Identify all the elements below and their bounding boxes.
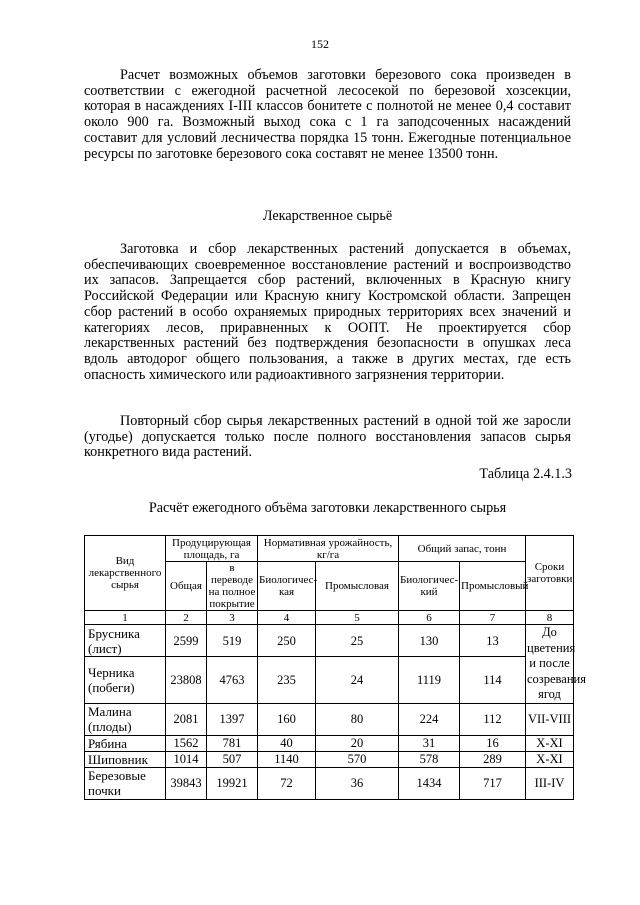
cell-area-total: 1014 — [166, 751, 207, 767]
cell-stock-com: 112 — [460, 703, 526, 735]
header-area: Продуцирующая площадь, га — [166, 536, 258, 562]
table-row — [85, 703, 574, 735]
paragraph-harvest-rules: Заготовка и сбор лекарственных растений допускается в объемах, обеспечивающих своевременное восстановление растений и воспроизводство их запасов. Запрещается сбор растений, включенных в Красную книгу Российской Федерации или Красную книгу Костромской области. Запрещен сбор растений в особо охраняемых природных территориях всех значений и категориях лесов, приравненных к ООПТ. Не проектируется сбор лекарственных растений без подтверждения безопасности в опушках леса вдоль автодорог общего пользования, а также в других местах, где есть опасность химического или радиоактивного загрязнения территории. — [84, 241, 571, 383]
cell-yield-bio: 235 — [258, 657, 316, 703]
header-terms: Сроки заготовки — [526, 536, 574, 611]
index-cell: 6 — [399, 611, 460, 625]
cell-area-full: 507 — [207, 751, 258, 767]
header-stock: Общий запас, тонн — [399, 536, 526, 562]
row-name: Брусника (лист) — [85, 625, 166, 657]
index-cell: 4 — [258, 611, 316, 625]
table-row — [85, 751, 574, 767]
index-cell: 2 — [166, 611, 207, 625]
cell-stock-com: 13 — [460, 625, 526, 657]
cell-area-full: 519 — [207, 625, 258, 657]
row-name: Малина (плоды) — [85, 703, 166, 735]
header-yield-com: Промысловая — [316, 562, 399, 611]
cell-yield-com: 80 — [316, 703, 399, 735]
section-heading: Лекарственное сырьё — [262, 208, 393, 224]
header-area-full: в переводе на полное покрытие — [207, 562, 258, 611]
table-row — [85, 735, 574, 751]
row-name: Рябина — [85, 735, 166, 751]
cell-term: VII-VIII — [526, 703, 574, 735]
table-row — [85, 657, 574, 703]
index-cell: 5 — [316, 611, 399, 625]
cell-area-full: 781 — [207, 735, 258, 751]
header-type: Вид лекарственного сырья — [85, 536, 166, 611]
cell-stock-bio: 578 — [399, 751, 460, 767]
medicinal-raw-materials-table — [84, 535, 586, 800]
cell-area-total: 2599 — [166, 625, 207, 657]
row-name: Березовые почки — [85, 767, 166, 799]
cell-term-merged: До цветения и после созревания ягод — [527, 625, 586, 701]
cell-yield-bio: 160 — [258, 703, 316, 735]
cell-stock-com: 114 — [460, 657, 526, 703]
table-index-row — [85, 611, 574, 625]
cell-yield-com: 20 — [316, 735, 399, 751]
cell-yield-com: 36 — [316, 767, 399, 799]
cell-area-total: 39843 — [166, 767, 207, 799]
cell-stock-bio: 224 — [399, 703, 460, 735]
row-name: Шиповник — [85, 751, 166, 767]
cell-area-total: 23808 — [166, 657, 207, 703]
index-cell: 7 — [460, 611, 526, 625]
cell-stock-bio: 1119 — [399, 657, 460, 703]
cell-yield-com: 570 — [316, 751, 399, 767]
header-stock-bio: Биологичес-кий — [399, 562, 460, 611]
table-row — [85, 767, 574, 799]
header-stock-com: Промысловый — [460, 562, 526, 611]
cell-yield-bio: 1140 — [258, 751, 316, 767]
cell-term: X-XI — [526, 735, 574, 751]
cell-yield-bio: 250 — [258, 625, 316, 657]
cell-stock-bio: 1434 — [399, 767, 460, 799]
cell-stock-bio: 31 — [399, 735, 460, 751]
paragraph-birch-sap: Расчет возможных объемов заготовки березового сока произведен в соответствии с ежегодной расчетной лесосекой по березовой хозсекции, которая в насаждениях I-III классов бонитете с полнотой не менее 0,4 составит около 900 га. Возможный выход сока с 1 га заподсоченных насаждений составит для условий лесничества порядка 15 тонн. Ежегодные потенциальное ресурсы по заготовке березового сока составят не менее 13500 тонн. — [84, 67, 571, 162]
cell-area-total: 1562 — [166, 735, 207, 751]
cell-area-full: 1397 — [207, 703, 258, 735]
table-number: Таблица 2.4.1.3 — [479, 466, 572, 482]
header-yield: Нормативная урожайность, кг/га — [258, 536, 399, 562]
cell-yield-bio: 40 — [258, 735, 316, 751]
table-row — [85, 625, 574, 657]
cell-stock-com: 16 — [460, 735, 526, 751]
cell-yield-com: 25 — [316, 625, 399, 657]
cell-term: III-IV — [526, 767, 574, 799]
cell-area-total: 2081 — [166, 703, 207, 735]
table-title: Расчёт ежегодного объёма заготовки лекарственного сырья — [148, 500, 507, 516]
row-name: Черника (побеги) — [85, 657, 166, 703]
paragraph-repeat-harvest: Повторный сбор сырья лекарственных растений в одной той же заросли (угодье) допускается только после полного восстановления запасов сырья конкретного вида растений. — [84, 413, 571, 461]
cell-area-full: 19921 — [207, 767, 258, 799]
cell-yield-com: 24 — [316, 657, 399, 703]
index-cell: 3 — [207, 611, 258, 625]
cell-yield-bio: 72 — [258, 767, 316, 799]
cell-area-full: 4763 — [207, 657, 258, 703]
header-yield-bio: Биологичес-кая — [258, 562, 316, 611]
header-area-total: Общая — [166, 562, 207, 611]
index-cell: 8 — [526, 611, 574, 625]
index-cell: 1 — [85, 611, 166, 625]
table-header-row — [85, 536, 574, 562]
cell-stock-com: 289 — [460, 751, 526, 767]
cell-term: X-XI — [526, 751, 574, 767]
cell-stock-bio: 130 — [399, 625, 460, 657]
page-number: 152 — [311, 37, 329, 51]
cell-stock-com: 717 — [460, 767, 526, 799]
